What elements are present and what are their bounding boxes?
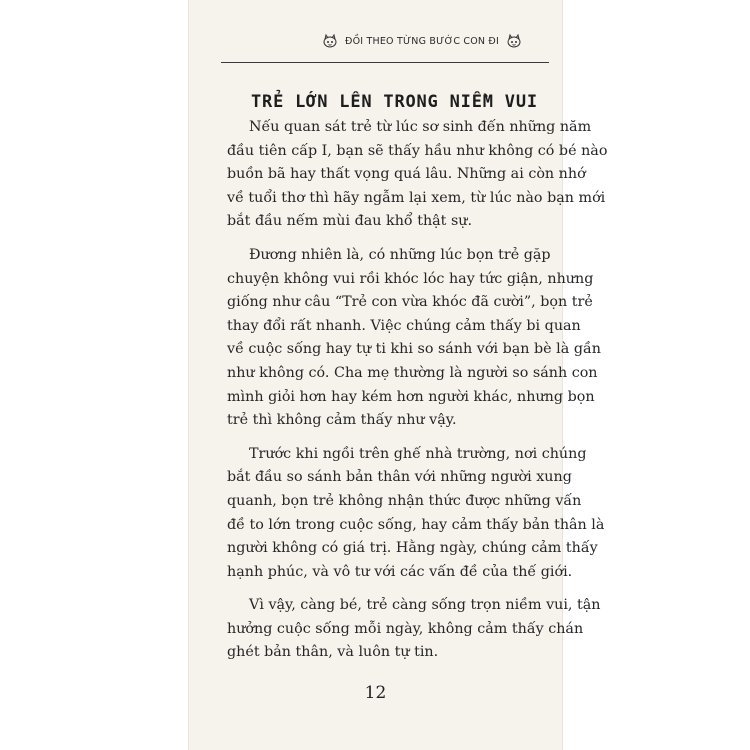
- paragraph: [227, 244, 601, 433]
- text-line: đầu tiên cấp I, bạn sẽ thấy hầu như không có bé nào: [227, 142, 608, 159]
- section-heading: TRẺ LỚN LÊN TRONG NIỀM VUI: [251, 92, 538, 112]
- paragraph: [227, 594, 601, 665]
- running-header: [189, 33, 562, 49]
- text-line: chuyện không vui rồi khóc lóc hay tức giận, nhưng: [227, 270, 594, 287]
- text-line: hưởng cuộc sống mỗi ngày, không cảm thấy chán: [227, 620, 584, 637]
- text-line: bắt đầu nếm mùi đau khổ thật sự.: [227, 213, 473, 230]
- text-line: đề to lớn trong cuộc sống, hay cảm thấy bản thân là: [227, 516, 605, 533]
- text-line: về tuổi thơ thì hãy ngẫm lại xem, từ lúc nào bạn mới: [227, 189, 606, 206]
- text-line: giống như câu “Trẻ con vừa khóc đã cười”, bọn trẻ: [227, 294, 593, 311]
- text-line: Trước khi ngồi trên ghế nhà trường, nơi chúng: [249, 445, 587, 462]
- text-line: bắt đầu so sánh bản thân với những người xung: [227, 469, 572, 486]
- text-line: về cuộc sống hay tự ti khi so sánh với bạn bè là gần: [227, 341, 601, 358]
- running-header-title: ĐỒI THEO TỪNG BƯỚC CON ĐI: [345, 35, 499, 47]
- text-line: ghét bản thân, và luôn tự tin.: [227, 644, 439, 661]
- text-line: quanh, bọn trẻ không nhận thức được những vấn: [227, 492, 582, 509]
- paragraph: [227, 116, 608, 234]
- cartoon-face-icon: [322, 33, 338, 49]
- body-text: [227, 116, 608, 675]
- paragraph: [227, 443, 605, 585]
- page-number: 12: [364, 683, 387, 703]
- text-line: Nếu quan sát trẻ từ lúc sơ sinh đến những năm: [249, 119, 592, 135]
- text-line: thay đổi rất nhanh. Việc chúng cảm thấy bi quan: [227, 317, 581, 334]
- text-line: hạnh phúc, và vô tư với các vấn đề của thế giới.: [227, 563, 573, 580]
- header-rule: [221, 62, 549, 63]
- text-line: mình giỏi hơn hay kém hơn người khác, nhưng bọn: [227, 388, 595, 405]
- text-line: Đương nhiên là, có những lúc bọn trẻ gặp: [249, 246, 551, 263]
- cartoon-face-icon: [506, 33, 522, 49]
- text-line: Vì vậy, càng bé, trẻ càng sống trọn niềm vui, tận: [249, 597, 601, 614]
- text-line: người không có giá trị. Hằng ngày, chúng cảm thấy: [227, 540, 598, 557]
- book-page: [188, 0, 608, 750]
- text-line: như không có. Cha mẹ thường là người so sánh con: [227, 364, 598, 381]
- text-line: buồn bã hay thất vọng quá lâu. Những ai còn nhớ: [227, 166, 586, 183]
- text-line: trẻ thì không cảm thấy như vậy.: [227, 412, 457, 429]
